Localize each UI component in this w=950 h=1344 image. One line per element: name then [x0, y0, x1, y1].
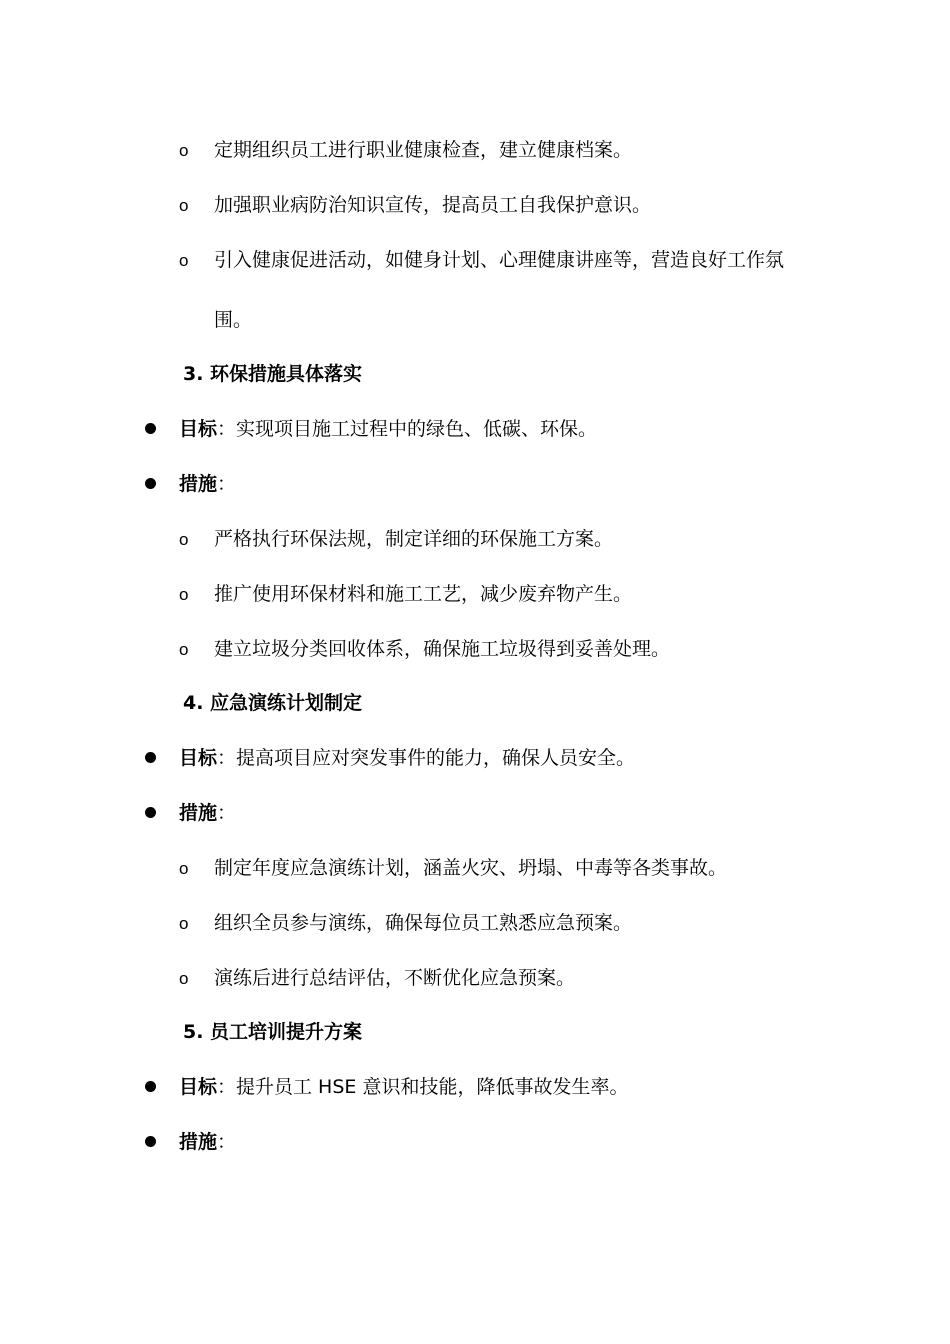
goal-item: [179, 1075, 628, 1099]
list-item: 推广使用环保材料和施工工艺，减少废弃物产生。: [214, 583, 633, 605]
bullet-icon: [145, 807, 156, 818]
measures-item: [179, 801, 236, 825]
goal-label: 目标: [179, 418, 218, 440]
sub-bullet-marker: o: [179, 914, 189, 933]
list-item: 制定年度应急演练计划，涵盖火灾、坍塌、中毒等各类事故。: [214, 857, 728, 879]
list-item: 引入健康促进活动，如健身计划、心理健康讲座等，营造良好工作氛: [214, 249, 785, 271]
sub-bullet-marker: o: [179, 196, 189, 215]
goal-label: 目标: [179, 747, 218, 769]
measures-label: 措施: [179, 1131, 218, 1153]
goal-label: 目标: [179, 1076, 218, 1098]
measures-item: [179, 472, 236, 496]
sub-bullet-marker: o: [179, 530, 189, 549]
section-heading: 5. 员工培训提升方案: [183, 1021, 363, 1043]
goal-item: [179, 746, 635, 770]
list-item: 加强职业病防治知识宣传，提高员工自我保护意识。: [214, 194, 652, 216]
bullet-icon: [145, 478, 156, 489]
sub-bullet-marker: o: [179, 640, 189, 659]
list-item: 定期组织员工进行职业健康检查，建立健康档案。: [214, 139, 633, 161]
goal-item: [179, 417, 597, 441]
measures-item: [179, 1130, 236, 1154]
sub-bullet-marker: o: [179, 859, 189, 878]
measures-colon: ：: [217, 802, 237, 824]
sub-bullet-marker: o: [179, 969, 189, 988]
bullet-icon: [145, 752, 156, 763]
goal-text: ：实现项目施工过程中的绿色、低碳、环保。: [217, 418, 598, 440]
sub-bullet-marker: o: [179, 141, 189, 160]
list-item: 严格执行环保法规，制定详细的环保施工方案。: [214, 528, 614, 550]
section-heading: 3. 环保措施具体落实: [183, 363, 363, 385]
list-item: 组织全员参与演练，确保每位员工熟悉应急预案。: [214, 912, 633, 934]
sub-bullet-marker: o: [179, 585, 189, 604]
section-heading: 4. 应急演练计划制定: [183, 692, 363, 714]
sub-bullet-marker: o: [179, 251, 189, 270]
bullet-icon: [145, 1136, 156, 1147]
measures-colon: ：: [217, 473, 237, 495]
list-item-continuation: 围。: [214, 309, 253, 331]
list-item: 演练后进行总结评估，不断优化应急预案。: [214, 967, 576, 989]
bullet-icon: [145, 423, 156, 434]
goal-text: ：提高项目应对突发事件的能力，确保人员安全。: [217, 747, 636, 769]
measures-label: 措施: [179, 473, 218, 495]
goal-text: ：提升员工 HSE 意识和技能，降低事故发生率。: [217, 1076, 629, 1098]
list-item: 建立垃圾分类回收体系，确保施工垃圾得到妥善处理。: [214, 638, 671, 660]
measures-label: 措施: [179, 802, 218, 824]
bullet-icon: [145, 1081, 156, 1092]
measures-colon: ：: [217, 1131, 237, 1153]
